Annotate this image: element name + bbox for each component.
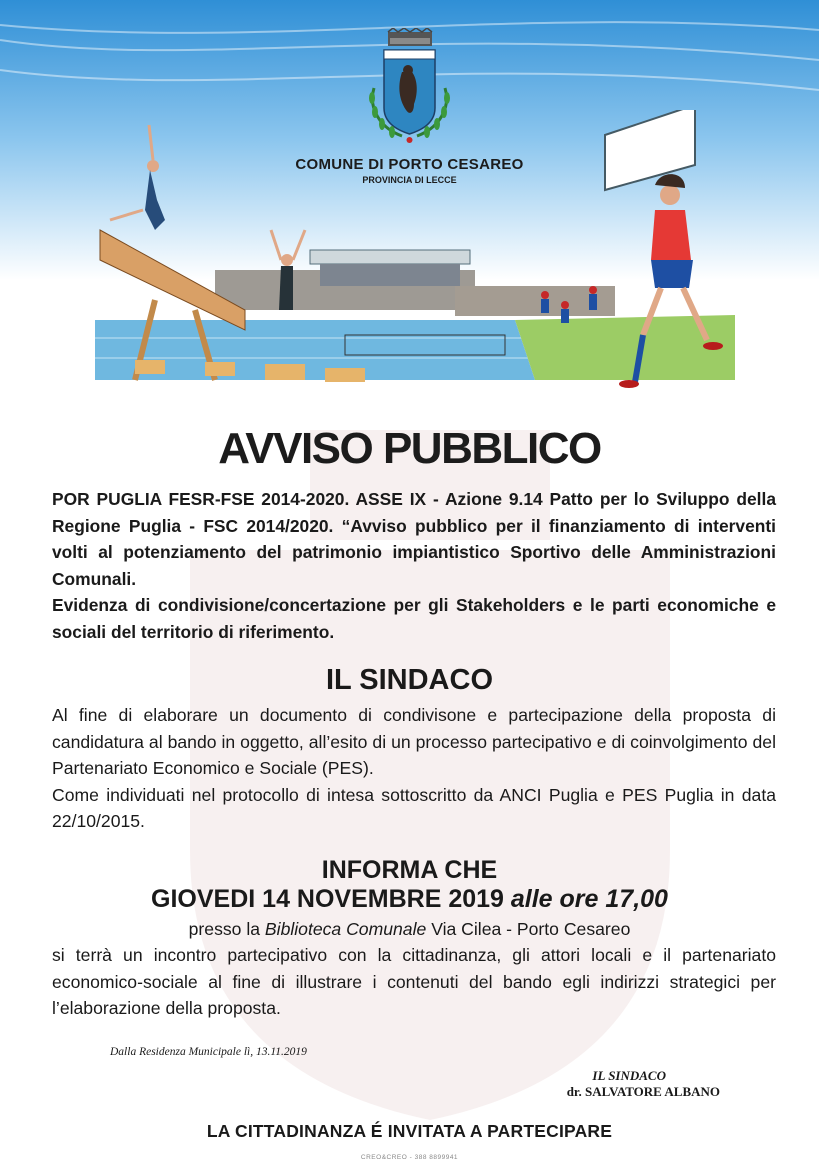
- page-title: AVVISO PUBBLICO: [218, 424, 601, 473]
- body-paragraph-2: Come individuati nel protocollo di intesa sottoscritto da ANCI Puglia e PES Puglia in data 22/10/2015.: [52, 784, 776, 831]
- location-address: Via Cilea - Porto Cesareo: [431, 919, 631, 939]
- intro-paragraph-1: POR PUGLIA FESR-FSE 2014-2020. ASSE IX - Azione 9.14 Patto per lo Sviluppo della Regione Puglia - FSC 2014/2020. “Avviso pubblico per il finanziamento di interventi volti al potenziamento del patrimonio impiantistico Sportivo delle Amministrazioni Comunali.: [52, 489, 776, 589]
- intro-block: [52, 486, 776, 645]
- location-prefix: presso la: [188, 919, 261, 939]
- residenza-date: Dalla Residenza Municipale lì, 13.11.2019: [110, 1046, 307, 1058]
- credit-text: CREO&CREO - 388 8899941: [360, 1154, 459, 1161]
- event-description: si terrà un incontro partecipativo con la cittadinanza, gli attori locali e il partenariato economico-sociale al fine di illustrare i contenuti del bando egli indirizzi strategici per l’elaborazione della proposta.: [52, 945, 776, 1018]
- signature-block: [520, 1068, 720, 1100]
- location-place: Biblioteca Comunale: [264, 919, 427, 939]
- event-datetime: [0, 884, 819, 914]
- event-date: GIOVEDI 14 NOVEMBRE 2019: [151, 885, 504, 913]
- event-location: [0, 916, 819, 942]
- footer-invitation: LA CITTADINANZA É INVITATA A PARTECIPARE: [206, 1121, 613, 1141]
- comune-name: COMUNE DI PORTO CESAREO: [295, 156, 524, 173]
- sports-illustration: [95, 110, 735, 400]
- provincia-name: PROVINCIA DI LECCE: [362, 175, 457, 185]
- event-time: alle ore 17,00: [510, 885, 668, 913]
- signature-name: dr. SALVATORE ALBANO: [566, 1084, 720, 1099]
- signature-title: IL SINDACO: [592, 1068, 666, 1083]
- body-paragraph-1: Al fine di elaborare un documento di condivisone e partecipazione della proposta di candidatura al bando in oggetto, all’esito di un processo partecipativo e di coinvolgimento del Partenariato Economico e Sociale (PES).: [52, 705, 776, 778]
- sindaco-body: [52, 702, 776, 835]
- intro-paragraph-2: Evidenza di condivisione/concertazione per gli Stakeholders e le parti economiche e sociali del territorio di riferimento.: [52, 595, 776, 642]
- sindaco-heading: IL SINDACO: [325, 664, 494, 696]
- informa-heading: INFORMA CHE: [321, 856, 498, 884]
